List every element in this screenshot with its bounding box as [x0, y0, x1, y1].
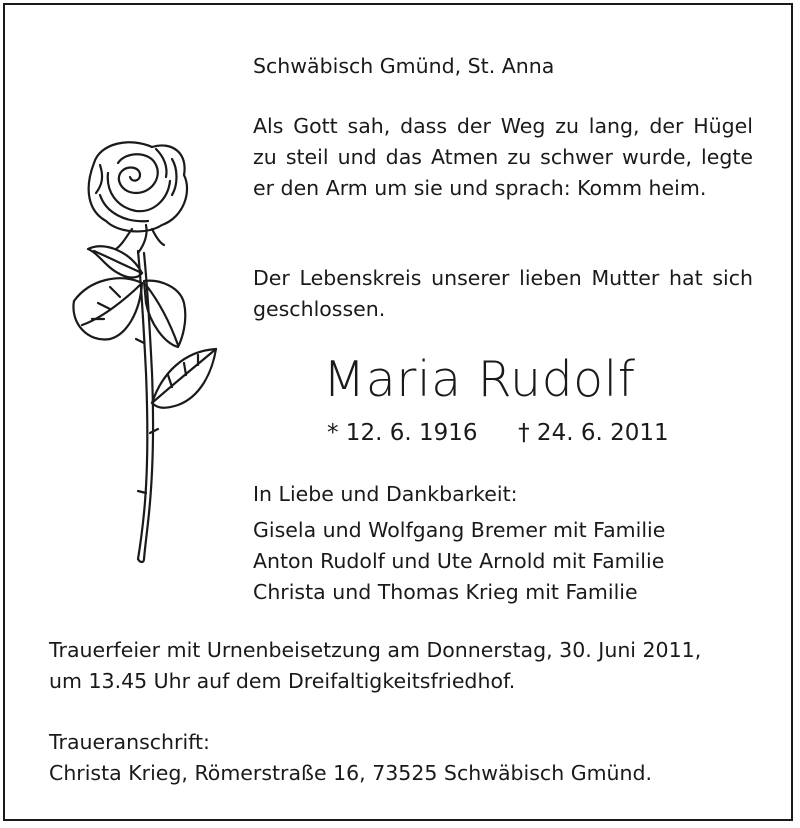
- address-label: Traueranschrift:: [49, 730, 210, 754]
- ceremony-line: um 13.45 Uhr auf dem Dreifaltigkeitsfriedhof.: [49, 669, 516, 693]
- address-block: [49, 727, 652, 789]
- poem-text: Als Gott sah, dass der Weg zu lang, der Hügel zu steil und das Atmen zu schwer wurde, legte er den Arm um sie und sprach: Komm heim.: [253, 114, 753, 200]
- obituary-notice: [3, 3, 793, 821]
- mourners-list: [253, 515, 665, 608]
- address-line: Christa Krieg, Römerstraße 16, 73525 Schwäbisch Gmünd.: [49, 761, 653, 785]
- mourner-line: Gisela und Wolfgang Bremer mit Familie: [253, 518, 666, 542]
- gratitude-line: In Liebe und Dankbarkeit:: [253, 482, 518, 506]
- death-date: † 24. 6. 2011: [518, 420, 669, 446]
- ceremony-text: [49, 635, 701, 697]
- lebenskreis-text: Der Lebenskreis unserer lieben Mutter hat sich geschlossen.: [253, 266, 753, 321]
- birth-date: * 12. 6. 1916: [327, 420, 478, 446]
- ceremony-line: Trauerfeier mit Urnenbeisetzung am Donnerstag, 30. Juni 2011,: [49, 638, 702, 662]
- deceased-name: Maria Rudolf: [323, 351, 636, 408]
- rose-icon: [60, 133, 230, 573]
- place-line: Schwäbisch Gmünd, St. Anna: [253, 54, 555, 78]
- mourner-line: Anton Rudolf und Ute Arnold mit Familie: [253, 549, 665, 573]
- life-dates: [327, 418, 669, 449]
- mourner-line: Christa und Thomas Krieg mit Familie: [253, 580, 638, 604]
